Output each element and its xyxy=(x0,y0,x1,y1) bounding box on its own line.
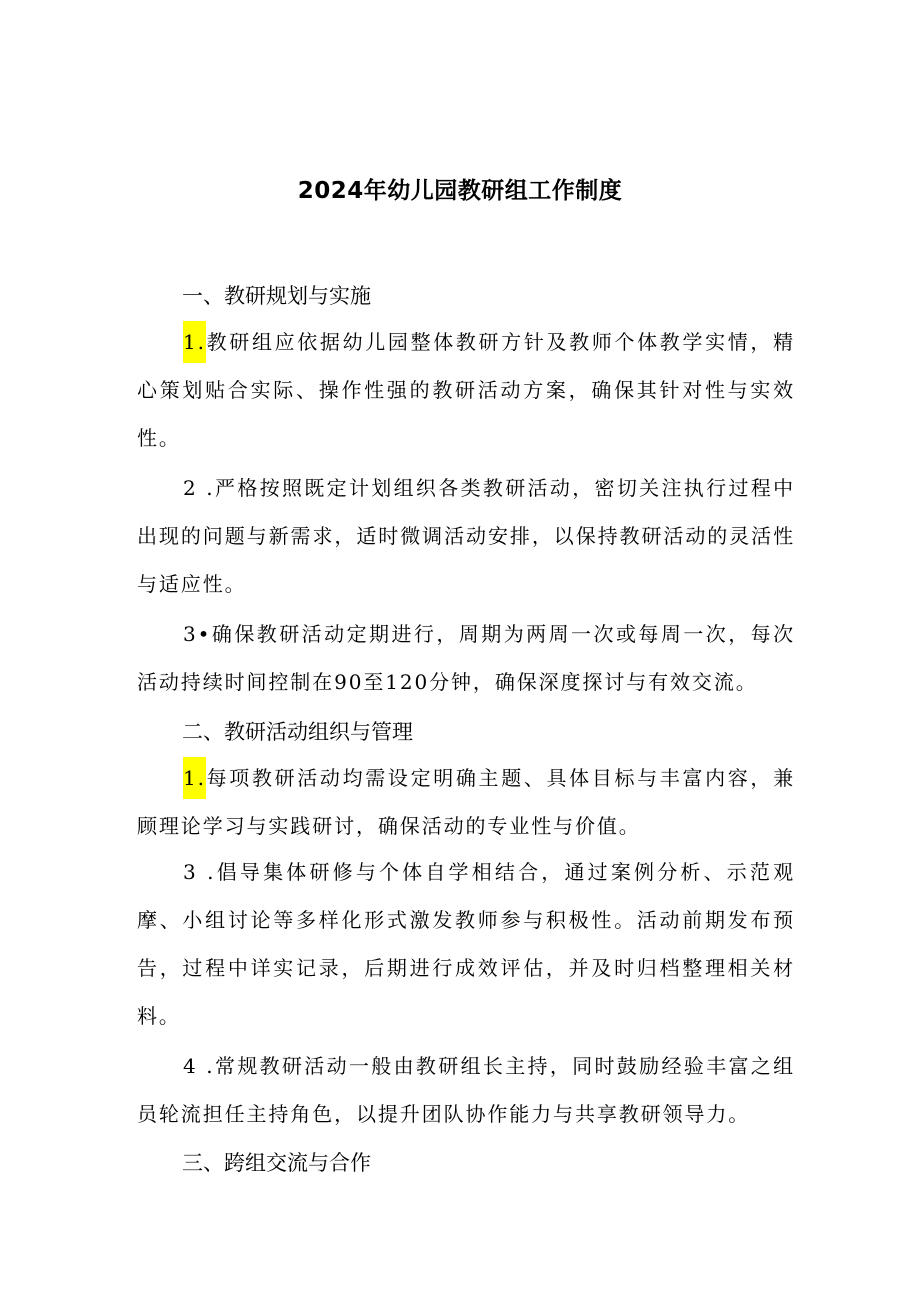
section-heading: 三、跨组交流与合作 xyxy=(182,1151,371,1175)
paragraph-text: 每项教研活动均需设定明确主题、具体目标与丰富内容，兼顾理论学习与实践研讨，确保活动的专业性与价值。 xyxy=(137,766,795,838)
paragraph xyxy=(137,610,795,706)
paragraph-number: 1. xyxy=(183,321,206,363)
paragraph xyxy=(137,754,795,850)
section-heading: 一、教研规划与实施 xyxy=(182,284,371,308)
paragraph-text: 严格按照既定计划组织各类教研活动，密切关注执行过程中出现的问题与新需求，适时微调活动安排，以保持教研活动的灵活性与适应性。 xyxy=(137,476,796,596)
paragraph xyxy=(137,848,795,1040)
paragraph xyxy=(137,1042,795,1138)
paragraph-text: 教研组应依据幼儿园整体教研方针及教师个体教学实情，精心策划贴合实际、操作性强的教研活动方案，确保其针对性与实效性。 xyxy=(137,330,795,450)
document-title: 2024年幼儿园教研组工作制度 xyxy=(297,178,623,204)
section-heading: 二、教研活动组织与管理 xyxy=(182,720,413,744)
paragraph-number: 1. xyxy=(183,757,206,799)
paragraph-number: 4 . xyxy=(183,1054,215,1078)
paragraph-number: 2 . xyxy=(183,476,215,500)
paragraph-text: 倡导集体研修与个体自学相结合，通过案例分析、示范观摩、小组讨论等多样化形式激发教师参与积极性。活动前期发布预告，过程中详实记录，后期进行成效评估，并及时归档整理相关材料。 xyxy=(137,860,796,1028)
paragraph-number: 3 . xyxy=(183,860,216,884)
paragraph xyxy=(137,464,795,608)
paragraph-text: 常规教研活动一般由教研组长主持，同时鼓励经验丰富之组员轮流担任主持角色，以提升团队协作能力与共享教研领导力。 xyxy=(137,1054,796,1126)
paragraph-text: 确保教研活动定期进行，周期为两周一次或每周一次，每次活动持续时间控制在90至120分钟，确保深度探讨与有效交流。 xyxy=(137,622,795,694)
paragraph xyxy=(137,318,795,462)
paragraph-number: 3• xyxy=(183,622,212,646)
